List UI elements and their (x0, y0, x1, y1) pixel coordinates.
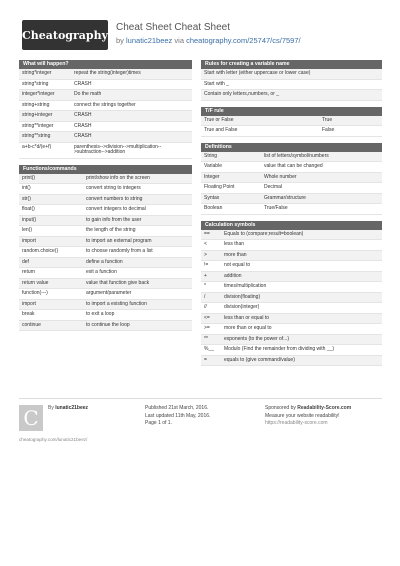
row-term: Boolean (204, 205, 223, 211)
row-term: * (204, 283, 206, 289)
row-term: function(---) (22, 290, 48, 296)
row-description: connect the strings together (74, 101, 136, 108)
row-term: Syntax (204, 194, 220, 201)
row-term: string**string (22, 133, 51, 139)
table-row (201, 240, 382, 251)
row-term: True and False (204, 127, 238, 133)
row-term: import (22, 237, 36, 244)
table-row (201, 303, 382, 314)
row-description: repeat the string(integer)times (74, 70, 141, 76)
table-row (19, 321, 192, 332)
row-term: Integer (204, 173, 220, 180)
byline-via: via (172, 36, 187, 45)
row-description: CRASH (74, 122, 92, 129)
row-description: value that function give back (86, 279, 150, 286)
table-row (201, 183, 382, 194)
row-term: / (204, 293, 206, 300)
table-row (201, 204, 382, 215)
row-term: Start with _ (204, 80, 230, 87)
table-row (201, 90, 382, 101)
section-heading: Definitions (201, 143, 382, 152)
row-term: ** (204, 335, 208, 342)
table-row (201, 282, 382, 293)
row-term: random.choice() (22, 248, 59, 254)
table-row (19, 226, 192, 237)
table-row (201, 116, 382, 127)
row-description: times/multiplication (224, 283, 267, 289)
row-term: Contain only letters,numbers, or _ (204, 91, 280, 97)
row-description: exit a function (86, 269, 117, 275)
table-row (19, 216, 192, 227)
table-row (19, 80, 192, 91)
row-description: Do the math (74, 91, 102, 97)
row-term: int() (22, 185, 31, 191)
section-single (201, 60, 382, 101)
row-description: to choose randomly from a list (86, 248, 153, 254)
sponsor-info (265, 405, 351, 428)
row-description: convert numbers to string (86, 195, 143, 202)
row-term: True or False (204, 116, 234, 123)
row-term: return (22, 269, 36, 275)
row-term: a+b-c*d/(e+f) (22, 143, 52, 150)
row-description: False (322, 127, 335, 133)
table-row (19, 132, 192, 143)
row-description: convert integers to decimal (86, 206, 146, 212)
sheet-url-link[interactable]: cheatography.com/25747/cs/7597/ (186, 36, 301, 45)
table-row (201, 324, 382, 335)
row-term: Variable (204, 163, 222, 169)
title-block (116, 22, 301, 45)
row-description: exponents (to the power of...) (224, 335, 290, 342)
row-description: CRASH (74, 133, 92, 139)
row-description: True (322, 116, 333, 123)
section-heading: Functions/commands (19, 165, 192, 174)
row-description: the length of the string (86, 227, 136, 233)
row-description: less than (224, 241, 245, 247)
row-description: list of letters/symbol/numbers (264, 152, 329, 159)
header (0, 0, 400, 58)
table-row (19, 111, 192, 122)
section-heading: Calculation symbols (201, 221, 382, 230)
row-term: input() (22, 216, 37, 223)
row-description: value that can be changed (264, 163, 323, 169)
footer-author-link[interactable]: lunatic21beez (55, 405, 89, 411)
table-row (19, 101, 192, 112)
row-term: >= (204, 325, 210, 331)
row-term: string**integer (22, 122, 54, 129)
byline-prefix: by (116, 36, 127, 45)
row-term: def (22, 258, 29, 265)
table-row (19, 174, 192, 185)
table-row (19, 310, 192, 321)
row-term: != (204, 262, 209, 268)
row-term: float() (22, 206, 35, 212)
row-description: Equals to (compare;result=boolean) (224, 230, 304, 237)
table-row (201, 173, 382, 184)
table-row (201, 314, 382, 325)
table-row (19, 69, 192, 80)
row-term: break (22, 311, 35, 317)
row-term: print() (22, 174, 36, 181)
table-row (201, 230, 382, 241)
section-tf (201, 107, 382, 137)
sponsor-prefix: Sponsored by (265, 405, 298, 411)
row-description: equals to (give command/value) (224, 356, 295, 363)
footer-by: By (48, 405, 56, 411)
row-description: to import a existing function (86, 300, 147, 307)
page-count: Page 1 of 1. (145, 420, 172, 426)
row-term: + (204, 272, 207, 279)
row-term: string+integer (22, 112, 53, 118)
table-row (19, 184, 192, 195)
row-term: return value (22, 279, 49, 286)
row-description: CRASH (74, 80, 92, 87)
row-description: argument/parameter (86, 290, 132, 296)
row-term: str() (22, 195, 31, 202)
row-term: > (204, 251, 207, 258)
row-description: True/False (264, 205, 288, 211)
row-term: import (22, 300, 36, 307)
table-row (19, 300, 192, 311)
table-row (201, 126, 382, 137)
row-term: string*integer (22, 70, 52, 76)
section-heading: Rules for creating a variable name (201, 60, 382, 69)
row-description: Decimal (264, 184, 283, 190)
row-term: == (204, 230, 210, 237)
table-row (19, 143, 192, 159)
table-row (201, 152, 382, 163)
row-description: more than (224, 251, 247, 258)
sponsor-tagline: Measure your website readability! (265, 412, 340, 419)
table-row (201, 69, 382, 80)
byline (116, 36, 301, 45)
row-term: integer*integer (22, 91, 55, 97)
row-description: convert string to integers (86, 185, 141, 191)
section-heading: T/F rule (201, 107, 382, 116)
row-description: define a function (86, 258, 123, 265)
publish-info (145, 405, 210, 428)
row-term: String (204, 152, 218, 159)
table-row (19, 205, 192, 216)
row-description: not equal to (224, 262, 251, 268)
table-row (201, 272, 382, 283)
table-row (201, 261, 382, 272)
row-description: Whole number (264, 173, 297, 180)
row-description: Grammar/structure (264, 194, 306, 201)
row-term: Start with letter (either uppercase or lower case) (204, 70, 311, 76)
table-row (201, 162, 382, 173)
row-term: len() (22, 227, 33, 233)
table-row (201, 80, 382, 91)
table-row (201, 293, 382, 304)
table-row (201, 194, 382, 205)
row-term: = (204, 356, 207, 363)
footer-author (48, 405, 138, 440)
row-description: to continue the loop (86, 321, 130, 328)
row-description: more than or equal to (224, 325, 272, 331)
row-term: string+string (22, 101, 50, 108)
section-defs (201, 143, 382, 215)
row-description: parenthesis-->division-->multiplication-->subtraction-->addition (74, 143, 162, 155)
table-row (19, 279, 192, 290)
row-term: %__ (204, 346, 215, 352)
sponsor-url[interactable]: https://readability-score.com (265, 420, 328, 426)
row-description: less than or equal to (224, 314, 270, 321)
sponsor-link[interactable]: Readability-Score.com (297, 405, 352, 411)
row-description: CRASH (74, 112, 92, 118)
right-column (201, 60, 382, 372)
updated-date: Last updated 11th May, 2016. (145, 412, 211, 419)
row-term: // (204, 304, 207, 310)
row-description: to exit a loop (86, 311, 115, 317)
row-description: division(integer) (224, 304, 260, 310)
row-term: Floating Point (204, 184, 235, 190)
row-description: to gain info from the user (86, 216, 142, 223)
table-row (19, 122, 192, 133)
table-row (201, 335, 382, 346)
table-row (201, 251, 382, 262)
author-url[interactable]: cheatography.com/lunatic21beez/ (19, 437, 88, 442)
section-heading: What will happen? (19, 60, 192, 69)
row-description: addition (224, 272, 242, 279)
cheatography-logo[interactable]: Cheatography (22, 20, 108, 50)
table-row (19, 90, 192, 101)
row-term: string*string (22, 80, 49, 87)
table-row (19, 258, 192, 269)
footer (19, 398, 382, 440)
section-pair (19, 60, 192, 159)
row-term: < (204, 241, 207, 247)
published-date: Published 21st March, 2016. (145, 405, 209, 411)
section-fn (19, 165, 192, 332)
row-term: continue (22, 321, 41, 328)
row-term: <= (204, 314, 210, 321)
table-row (19, 247, 192, 258)
row-description: Modulo (Find the remainder from dividing with __) (224, 346, 335, 352)
row-description: print/show info on the screen (86, 174, 150, 181)
table-row (201, 345, 382, 356)
table-row (19, 289, 192, 300)
author-avatar[interactable]: C (19, 405, 43, 431)
row-description: division(floating) (224, 293, 261, 300)
table-row (19, 237, 192, 248)
left-column (19, 60, 192, 337)
author-link[interactable]: lunatic21beez (126, 36, 173, 45)
table-row (19, 195, 192, 206)
table-row (201, 356, 382, 367)
table-row (19, 268, 192, 279)
row-description: to import an external program (86, 237, 152, 244)
page-title: Cheat Sheet Cheat Sheet (116, 22, 230, 33)
section-sym (201, 221, 382, 367)
